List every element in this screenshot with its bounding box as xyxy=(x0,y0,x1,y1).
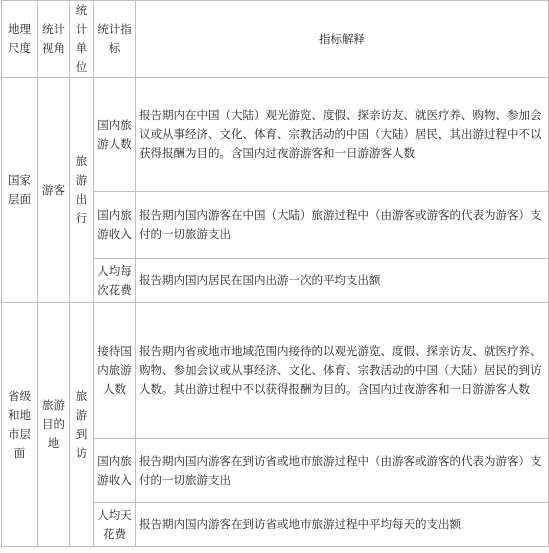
table-row xyxy=(2,303,549,439)
section-perspective-cell: 游客 xyxy=(38,78,70,303)
section-scale-cell: 省级和地市层面 xyxy=(2,303,38,547)
indicator-explanation-cell: 报告期内国内游客在中国（大陆）旅游过程中（由游客或游客的代表为游客）支付的一切旅游支出 xyxy=(136,192,549,259)
header-geographic-scale: 地理尺度 xyxy=(2,1,38,78)
header-statistical-perspective: 统计视角 xyxy=(38,1,70,78)
indicator-name-cell: 国内旅游人数 xyxy=(94,78,136,192)
indicator-explanation-cell: 报告期内在中国（大陆）观光游览、度假、探亲访友、就医疗养、购物、参加会议或从事经济、文化、体育、宗教活动的中国（大陆）居民，其出游过程中不以获得报酬为目的。含国内过夜游游客和一日游游客人数 xyxy=(136,78,549,192)
indicator-table xyxy=(1,0,549,547)
indicator-explanation-cell: 报告期内国内游客在到访省或地市旅游过程中（由游客或游客的代表为游客）支付的一切旅游支出 xyxy=(136,439,549,503)
section-perspective-cell: 旅游目的地 xyxy=(38,303,70,547)
indicator-name-cell: 人均每次花费 xyxy=(94,259,136,303)
indicator-name-cell: 接待国内旅游人数 xyxy=(94,303,136,439)
section-scale-cell: 国家层面 xyxy=(2,78,38,303)
section-unit-cell: 旅游到访 xyxy=(70,303,94,547)
indicator-name-cell: 国内旅游收入 xyxy=(94,192,136,259)
indicator-name-cell: 国内旅游收入 xyxy=(94,439,136,503)
header-statistical-indicator: 统计指标 xyxy=(94,1,136,78)
header-statistical-unit: 统计单位 xyxy=(70,1,94,78)
table-row xyxy=(2,78,549,192)
header-indicator-explanation: 指标解释 xyxy=(136,1,549,78)
header-row xyxy=(2,1,549,78)
indicator-explanation-cell: 报告期内国内游客在到访省或地市旅游过程中平均每天的支出额 xyxy=(136,503,549,547)
indicator-explanation-cell: 报告期内省或地市地域范围内接待的以观光游览、度假、探亲访友、就医疗养、购物、参加会议或从事经济、文化、体育、宗教活动的中国（大陆）居民的到访人数。其出游过程中不以获得报酬为目的。含国内过夜游客和一日游游客人数 xyxy=(136,303,549,439)
section-unit-cell: 旅游出行 xyxy=(70,78,94,303)
indicator-name-cell: 人均天花费 xyxy=(94,503,136,547)
indicator-explanation-cell: 报告期内国内居民在国内出游一次的平均支出额 xyxy=(136,259,549,303)
